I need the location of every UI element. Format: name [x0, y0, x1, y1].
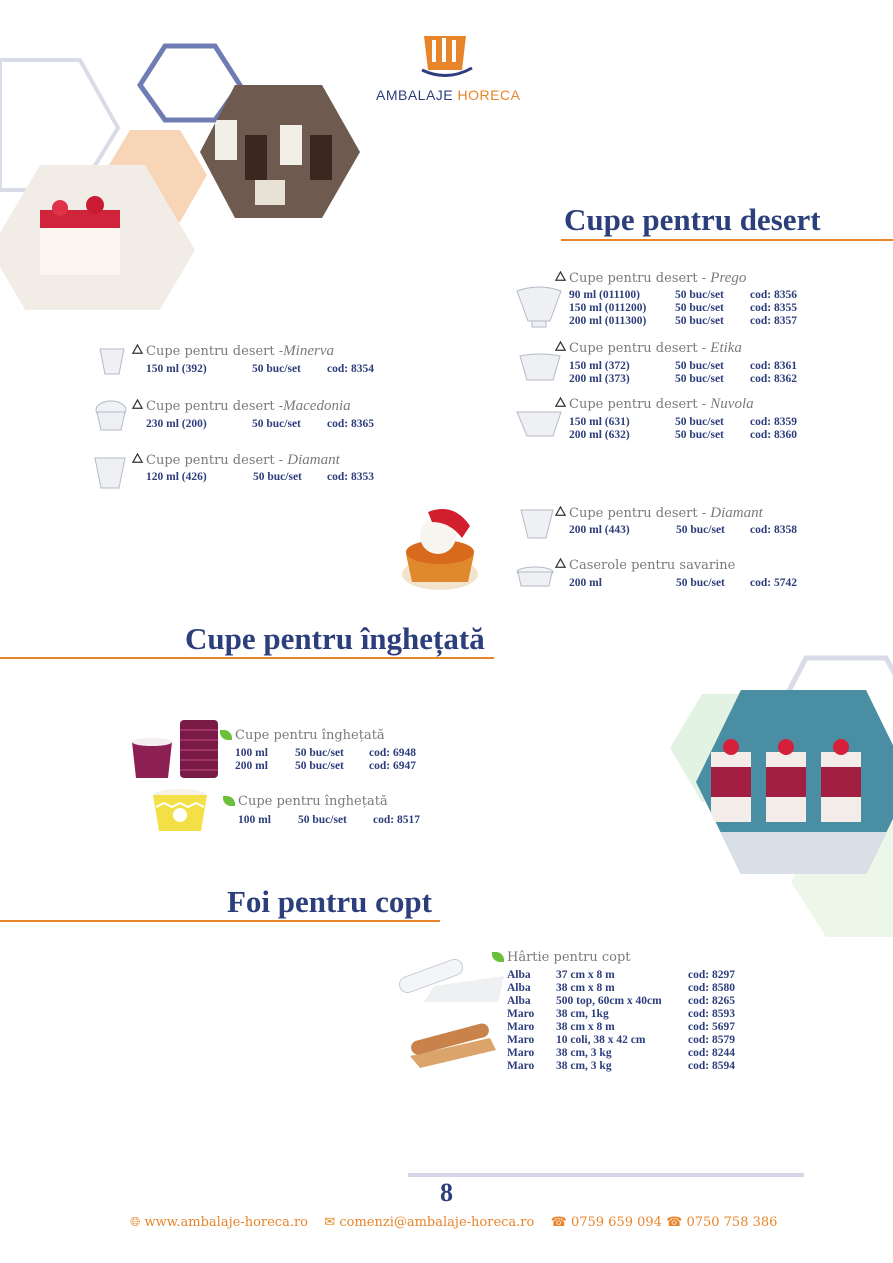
section-title-copt: Foi pentru copt: [227, 884, 432, 919]
recycle-icon: [131, 399, 144, 412]
row-pack: 50 buc/set: [253, 471, 302, 483]
row-volume: 230 ml (200): [146, 418, 207, 430]
row-code: cod: 8360: [750, 429, 797, 441]
footer-phone-1[interactable]: 0759 659 094: [570, 1215, 662, 1230]
footer-rule: [408, 1173, 804, 1177]
row-volume: 200 ml (011300): [569, 315, 647, 327]
section-title-desert: Cupe pentru desert: [564, 202, 821, 237]
row-pack: 50 buc/set: [676, 577, 725, 589]
cup-diamant-large-thumbnail: [518, 504, 556, 544]
product-title-icecream-2: [223, 794, 388, 809]
logo-icon: [420, 30, 474, 82]
baking-paper-white-photo: [394, 954, 506, 1006]
section-title-inghetata: Cupe pentru înghețată: [185, 621, 485, 656]
row-volume: 200 ml: [235, 760, 268, 772]
product-title-text: Cupe pentru desert -: [146, 399, 284, 414]
product-title-diamant-200: [554, 505, 763, 522]
product-name: Minerva: [283, 343, 334, 359]
leaf-icon: [223, 796, 235, 806]
product-title-text: Cupe pentru desert -: [146, 344, 284, 359]
row-code: cod: 8356: [750, 289, 797, 301]
recycle-icon: [554, 271, 567, 284]
row-color: Alba: [507, 995, 531, 1007]
baking-paper-brown-photo: [400, 1012, 500, 1072]
savarin-dessert-photo: [398, 502, 482, 594]
row-color: Maro: [507, 1060, 535, 1072]
row-pack: 50 buc/set: [675, 315, 724, 327]
row-code: cod: 8354: [327, 363, 374, 375]
row-code: cod: 8265: [688, 995, 735, 1007]
row-volume: 90 ml (011100): [569, 289, 640, 301]
row-code: cod: 5742: [750, 577, 797, 589]
row-size: 38 cm, 3 kg: [556, 1060, 612, 1072]
recycle-icon: [131, 453, 144, 466]
footer-phone-2[interactable]: 0750 758 386: [686, 1215, 778, 1230]
row-code: cod: 8359: [750, 416, 797, 428]
row-color: Alba: [507, 969, 531, 981]
row-size: 500 top, 60cm x 40cm: [556, 995, 662, 1007]
product-name: Prego: [710, 270, 747, 286]
recycle-icon: [554, 341, 567, 354]
row-size: 38 cm x 8 m: [556, 1021, 615, 1033]
cup-prego-thumbnail: [514, 283, 564, 333]
product-name: Diamant: [710, 505, 763, 521]
row-pack: 50 buc/set: [675, 302, 724, 314]
recycle-icon: [554, 558, 567, 571]
row-color: Maro: [507, 1034, 535, 1046]
row-pack: 50 buc/set: [252, 363, 301, 375]
product-title-text: Cupe pentru desert -: [569, 397, 711, 412]
row-pack: 50 buc/set: [295, 760, 344, 772]
row-code: cod: 8361: [750, 360, 797, 372]
row-pack: 50 buc/set: [676, 524, 725, 536]
product-title-text: Cupe pentru înghețată: [238, 794, 388, 809]
recycle-icon: [554, 397, 567, 410]
row-color: Maro: [507, 1047, 535, 1059]
row-code: cod: 6948: [369, 747, 416, 759]
row-color: Alba: [507, 982, 531, 994]
row-size: 10 coli, 38 x 42 cm: [556, 1034, 646, 1046]
product-title-text: Cupe pentru înghețată: [235, 728, 385, 743]
row-code: cod: 5697: [688, 1021, 735, 1033]
product-name: Macedonia: [283, 398, 351, 414]
row-volume: 120 ml (426): [146, 471, 207, 483]
logo-text: [376, 87, 520, 103]
row-code: cod: 8244: [688, 1047, 735, 1059]
row-code: cod: 8355: [750, 302, 797, 314]
product-title-text: Cupe pentru desert -: [569, 271, 711, 286]
product-title-prego: [554, 270, 746, 287]
row-volume: 150 ml (372): [569, 360, 630, 372]
row-code: cod: 8358: [750, 524, 797, 536]
row-volume: 150 ml (392): [146, 363, 207, 375]
row-volume: 100 ml: [235, 747, 268, 759]
row-size: 38 cm, 1kg: [556, 1008, 609, 1020]
globe-icon: 🌐︎: [130, 1215, 141, 1230]
cup-diamant-thumbnail: [92, 452, 128, 492]
row-pack: 50 buc/set: [675, 429, 724, 441]
icecream-cups-purple-photo: [128, 716, 222, 782]
product-title-nuvola: [554, 396, 754, 413]
row-size: 37 cm x 8 m: [556, 969, 615, 981]
product-name: Etika: [710, 340, 742, 356]
product-title-text: Cupe pentru desert -: [569, 506, 711, 521]
logo-part1: AMBALAJE: [376, 87, 454, 103]
product-name: Nuvola: [710, 396, 754, 412]
row-pack: 50 buc/set: [675, 289, 724, 301]
product-title-baking: [492, 950, 631, 965]
footer-website[interactable]: www.ambalaje-horeca.ro: [144, 1215, 309, 1230]
mail-icon: ✉: [324, 1215, 336, 1230]
product-title-text: Cupe pentru desert -: [146, 453, 288, 468]
row-code: cod: 8362: [750, 373, 797, 385]
product-title-text: Caserole pentru savarine: [569, 558, 736, 573]
leaf-icon: [220, 730, 232, 740]
cup-macedonia-thumbnail: [93, 398, 129, 434]
footer-email[interactable]: comenzi@ambalaje-horeca.ro: [339, 1215, 535, 1230]
phone-icon: ☎: [550, 1215, 567, 1230]
product-title-text: Cupe pentru desert -: [569, 341, 711, 356]
row-size: 38 cm, 3 kg: [556, 1047, 612, 1059]
row-code: cod: 8353: [327, 471, 374, 483]
row-pack: 50 buc/set: [675, 360, 724, 372]
row-pack: 50 buc/set: [295, 747, 344, 759]
row-code: cod: 8357: [750, 315, 797, 327]
row-code: cod: 8594: [688, 1060, 735, 1072]
decorative-hexagon-collage-right: [666, 652, 893, 942]
product-title-minerva: [131, 343, 334, 360]
logo-part2: HORECA: [457, 87, 521, 103]
row-volume: 200 ml: [569, 577, 602, 589]
row-volume: 150 ml (631): [569, 416, 630, 428]
row-pack: 50 buc/set: [298, 814, 347, 826]
cup-minerva-thumbnail: [97, 346, 127, 378]
row-color: Maro: [507, 1008, 535, 1020]
row-pack: 50 buc/set: [675, 373, 724, 385]
decorative-hexagon-collage-top: [0, 40, 370, 310]
product-name: Diamant: [287, 452, 340, 468]
product-title-icecream-1: [220, 728, 385, 743]
section-rule-inghetata: [0, 657, 494, 659]
row-pack: 50 buc/set: [675, 416, 724, 428]
row-volume: 200 ml (443): [569, 524, 630, 536]
savarine-container-thumbnail: [515, 564, 555, 592]
product-title-text: Hârtie pentru copt: [507, 950, 631, 965]
row-code: cod: 8297: [688, 969, 735, 981]
row-code: cod: 6947: [369, 760, 416, 772]
product-title-diamant: [131, 452, 340, 469]
row-volume: 100 ml: [238, 814, 271, 826]
row-code: cod: 8580: [688, 982, 735, 994]
row-volume: 150 ml (011200): [569, 302, 647, 314]
product-title-etika: [554, 340, 742, 357]
footer-contacts: [130, 1215, 777, 1230]
row-volume: 200 ml (373): [569, 373, 630, 385]
row-code: cod: 8365: [327, 418, 374, 430]
row-color: Maro: [507, 1021, 535, 1033]
row-size: 38 cm x 8 m: [556, 982, 615, 994]
product-title-macedonia: [131, 398, 351, 415]
recycle-icon: [131, 344, 144, 357]
page-number: 8: [440, 1178, 453, 1207]
leaf-icon: [492, 952, 504, 962]
product-title-savarine: [554, 558, 735, 573]
icecream-cup-yellow-photo: [150, 787, 210, 835]
row-code: cod: 8579: [688, 1034, 735, 1046]
phone-icon: ☎: [666, 1215, 683, 1230]
row-volume: 200 ml (632): [569, 429, 630, 441]
section-rule-desert: [561, 239, 893, 241]
section-rule-copt: [0, 920, 440, 922]
row-code: cod: 8593: [688, 1008, 735, 1020]
recycle-icon: [554, 506, 567, 519]
row-pack: 50 buc/set: [252, 418, 301, 430]
row-code: cod: 8517: [373, 814, 420, 826]
